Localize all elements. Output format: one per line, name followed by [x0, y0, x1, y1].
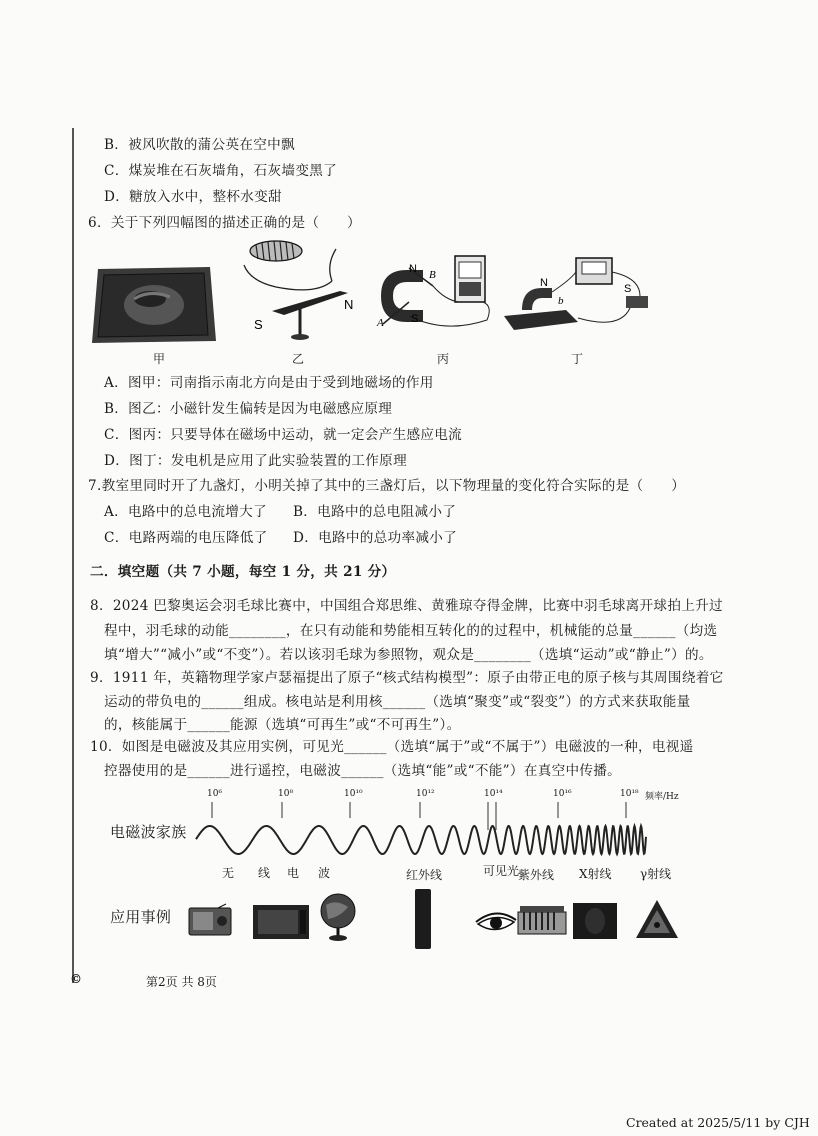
- em-tick-1e14: 10¹⁴: [484, 789, 503, 799]
- q6-stem: 6．关于下列四幅图的描述正确的是（ ）: [88, 215, 361, 231]
- q6-option-b: B．图乙：小磁针发生偏转是因为电磁感应原理: [104, 401, 393, 417]
- em-wave-diagram: [196, 800, 656, 870]
- q9-line-2: 运动的带负电的______组成。核电站是利用核______（选填“聚变”或“裂变”）的方式来获取能量: [104, 694, 691, 710]
- figure-label-bing: 丙: [437, 352, 450, 366]
- em-tick-1e16: 10¹⁶: [553, 789, 572, 799]
- figure-yi-s-label: S: [254, 317, 263, 332]
- q8-line-1: 8．2024 巴黎奥运会羽毛球比赛中，中国组合郑思维、黄雅琼夺得金牌，比赛中羽毛球离开球拍上升过: [90, 598, 723, 614]
- q9-line-1: 9．1911 年，英籍物理学家卢瑟福提出了原子“核式结构模型”：原子由带正电的原子核与其周围绕着它: [90, 670, 724, 686]
- figure-label-ding: 丁: [571, 352, 584, 366]
- figure-yi-coil-needle: [236, 237, 366, 347]
- em-frequency-label: 频率/Hz: [645, 792, 679, 802]
- band-radio-2: 线: [258, 866, 271, 880]
- radiation-warning-icon: [634, 898, 680, 940]
- em-tick-1e6: 10⁶: [207, 789, 223, 799]
- q7-stem: 7.教室里同时开了九盏灯，小明关掉了其中的三盏灯后，以下物理量的变化符合实际的是（ ）: [88, 478, 686, 494]
- uv-lamp-icon: [516, 904, 568, 938]
- figure-label-yi: 乙: [292, 352, 305, 366]
- section-2-title: 二．填空题（共 7 小题，每空 1 分，共 21 分）: [90, 564, 396, 580]
- q5-option-d: D．糖放入水中，整杯水变甜: [104, 189, 282, 205]
- q6-option-c: C．图丙：只要导体在磁场中运动，就一定会产生感应电流: [104, 427, 463, 443]
- em-tick-1e10: 10¹⁰: [344, 789, 363, 799]
- figure-bing-magnet-galvanometer: [375, 250, 497, 350]
- q10-line-1: 10．如图是电磁波及其应用实例，可见光______（选填“属于”或“不属于”）电磁波的一种，电视遥: [90, 739, 694, 755]
- q7-option-d: D．电路中的总功率减小了: [293, 530, 458, 546]
- television-icon: [252, 904, 310, 940]
- q6-option-a: A．图甲：司南指示南北方向是由于受到地磁场的作用: [104, 375, 434, 391]
- em-tick-1e12: 10¹²: [416, 789, 435, 799]
- band-xray: X射线: [579, 867, 612, 881]
- em-tick-1e8: 10⁸: [278, 789, 294, 799]
- created-stamp: Created at 2025/5/11 by CJH: [626, 1115, 810, 1130]
- figure-bing-a-label: A: [377, 317, 384, 329]
- em-app-label: 应用事例: [110, 908, 172, 926]
- band-infrared: 红外线: [406, 868, 443, 882]
- margin-line: [72, 128, 74, 983]
- q10-line-2: 控器使用的是______进行遥控，电磁波______（选填“能”或“不能”）在真空中传播。: [104, 763, 622, 779]
- figure-jia-sinan: [90, 265, 220, 345]
- figure-ding-experiment: [500, 252, 656, 342]
- band-radio-1: 无: [222, 866, 235, 880]
- figure-ding-n-label: N: [540, 277, 548, 289]
- em-tick-1e18: 10¹⁸: [620, 789, 639, 799]
- band-gamma: γ射线: [640, 867, 672, 881]
- q7-option-c: C．电路两端的电压降低了: [104, 530, 268, 546]
- q8-line-3: 填“增大”“减小”或“不变”）。若以该羽毛球为参照物，观众是________（选填“运动”或“静止”）的。: [104, 647, 713, 663]
- xray-image-icon: [572, 902, 618, 940]
- copyright-mark: ©: [70, 972, 82, 986]
- figure-yi-n-label: N: [344, 297, 354, 312]
- q6-option-d: D．图丁：发电机是应用了此实验装置的工作原理: [104, 453, 407, 469]
- q5-option-c: C．煤炭堆在石灰墙角，石灰墙变黑了: [104, 163, 337, 179]
- figure-label-jia: 甲: [153, 352, 166, 366]
- figure-bing-n-label: N: [409, 263, 417, 275]
- globe-icon: [318, 891, 358, 941]
- figure-ding-b-label: b: [558, 295, 564, 307]
- remote-control-icon: [414, 888, 432, 950]
- band-ultraviolet: 紫外线: [518, 868, 555, 882]
- band-visible: 可见光: [483, 864, 520, 878]
- figure-bing-s-label: S: [411, 313, 419, 325]
- figure-ding-s-label: S: [624, 283, 632, 295]
- q9-line-3: 的，核能属于______能源（选填“可再生”或“不可再生”）。: [104, 717, 461, 733]
- q5-option-b: B．被风吹散的蒲公英在空中飘: [104, 137, 295, 153]
- band-radio-4: 波: [318, 866, 331, 880]
- q7-option-b: B．电路中的总电阻减小了: [293, 504, 457, 520]
- q8-line-2: 程中，羽毛球的动能________，在只有动能和势能相互转化的的过程中，机械能的总量______（均选: [104, 623, 718, 639]
- page-number: 第2页 共 8页: [146, 975, 217, 989]
- radio-icon: [188, 904, 232, 936]
- band-radio-3: 电: [287, 866, 300, 880]
- em-family-label: 电磁波家族: [110, 823, 187, 841]
- eye-icon: [474, 908, 518, 934]
- q7-option-a: A．电路中的总电流增大了: [104, 504, 267, 520]
- figure-bing-b-label: B: [429, 269, 436, 281]
